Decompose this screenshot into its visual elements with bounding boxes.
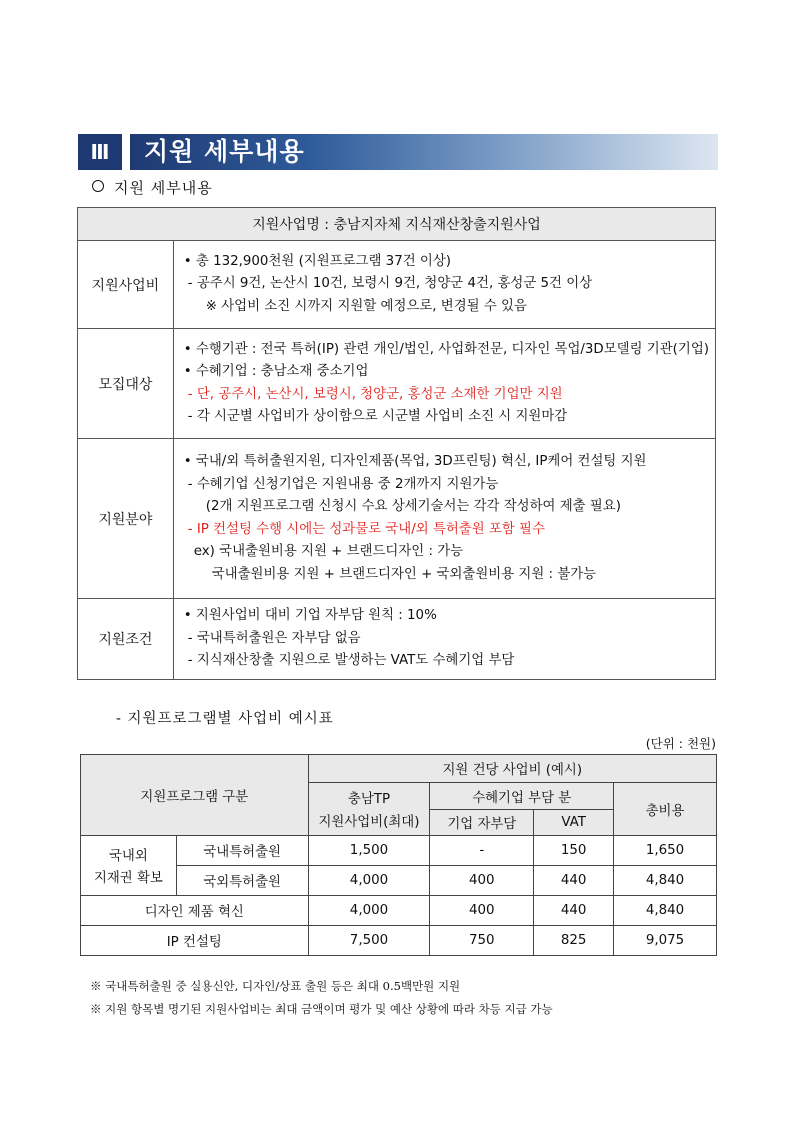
- table-row: [81, 896, 717, 926]
- body-line: - 지식재산창출 지원으로 발생하는 VAT도 수혜기업 부담: [187, 653, 515, 668]
- row-label-budget: 지원사업비: [78, 241, 174, 329]
- body-line: 국내출원비용 지원 + 브랜드디자인 + 국외출원비용 지원 : 불가능: [211, 566, 597, 582]
- body-line: • 수혜기업 : 충남소재 중소기업: [183, 364, 369, 379]
- subheading-text: 지원 세부내용: [114, 179, 213, 197]
- header-program: 지원프로그램 구분: [81, 755, 309, 836]
- row-label-condition: 지원조건: [78, 599, 174, 680]
- total-value: 4,840: [614, 896, 717, 926]
- section-number: Ⅲ: [78, 134, 122, 170]
- group-label-line2: 지재권 확보: [93, 871, 163, 886]
- header-tp-line1: 충남TP: [347, 792, 391, 807]
- tp-value: 1,500: [308, 836, 430, 866]
- header-self: 기업 자부담: [430, 810, 534, 836]
- program-name-header: 지원사업명 : 충남지자체 지식재산창출지원사업: [78, 208, 716, 241]
- unit-label: (단위 : 천원): [645, 736, 716, 751]
- body-line: - 수혜기업 신청기업은 지원내용 중 2개까지 지원가능: [187, 476, 499, 492]
- footnotes: [90, 975, 553, 1021]
- table-row: [78, 329, 716, 439]
- self-value: 400: [430, 866, 534, 896]
- body-line: • 국내/외 특허출원지원, 디자인제품(목업, 3D프린팅) 혁신, IP케어 컨설팅 지원: [183, 454, 647, 469]
- support-details-table: [77, 207, 716, 680]
- program-name: 디자인 제품 혁신: [81, 896, 309, 926]
- body-line-highlight: - IP 컨설팅 수행 시에는 성과물로 국내/외 특허출원 포함 필수: [187, 521, 545, 537]
- row-body-condition: [173, 599, 715, 680]
- self-value: 750: [430, 926, 534, 956]
- circle-bullet-icon: [92, 180, 104, 192]
- group-label-line1: 국내외: [109, 849, 148, 864]
- body-line: ex) 국내출원비용 지원 + 브랜드디자인 : 가능: [193, 544, 464, 559]
- group-label: [81, 836, 177, 896]
- body-line-highlight: - 단, 공주시, 논산시, 보령시, 청양군, 홍성군 소재한 기업만 지원: [187, 386, 563, 402]
- footnote: ※ 지원 항목별 명기된 지원사업비는 최대 금액이며 평가 및 예산 상황에 따라 차등 지급 가능: [90, 1002, 553, 1016]
- table-row: [81, 836, 717, 866]
- header-tp: [308, 783, 430, 836]
- table-row: [81, 866, 717, 896]
- tp-value: 4,000: [308, 866, 430, 896]
- program-name: 국내특허출원: [176, 836, 308, 866]
- row-body-budget: [173, 241, 715, 329]
- body-line: - 국내특허출원은 자부담 없음: [187, 630, 361, 646]
- table-row: [81, 926, 717, 956]
- tp-value: 7,500: [308, 926, 430, 956]
- vat-value: 825: [534, 926, 614, 956]
- example-table-title: - 지원프로그램별 사업비 예시표: [116, 711, 334, 727]
- self-value: 400: [430, 896, 534, 926]
- table-row: [78, 241, 716, 329]
- vat-value: 440: [534, 896, 614, 926]
- tp-value: 4,000: [308, 896, 430, 926]
- body-line: - 공주시 9건, 논산시 10건, 보령시 9건, 청양군 4건, 홍성군 5건 이상: [187, 276, 593, 292]
- table-row: [78, 439, 716, 599]
- footnote: ※ 국내특허출원 중 실용신안, 디자인/상표 출원 등은 최대 0.5백만원 지원: [90, 979, 461, 993]
- body-line: • 수행기관 : 전국 특허(IP) 관련 개인/법인, 사업화전문, 디자인 목업/3D모델링 기관(기업): [183, 341, 709, 357]
- subheading: [92, 177, 213, 198]
- header-tp-line2: 지원사업비(최대): [318, 815, 420, 830]
- vat-value: 440: [534, 866, 614, 896]
- total-value: 9,075: [614, 926, 717, 956]
- body-line: • 지원사업비 대비 기업 자부담 원칙 : 10%: [183, 608, 437, 623]
- body-line: (2개 지원프로그램 신청시 수요 상세기술서는 각각 작성하여 제출 필요): [205, 499, 621, 514]
- self-value: -: [430, 836, 534, 866]
- program-name: IP 컨설팅: [81, 926, 309, 956]
- row-label-field: 지원분야: [78, 439, 174, 599]
- row-body-field: [173, 439, 715, 599]
- total-value: 4,840: [614, 866, 717, 896]
- body-line: • 총 132,900천원 (지원프로그램 37건 이상): [183, 253, 451, 269]
- table-row: [78, 599, 716, 680]
- header-total: 총비용: [614, 783, 717, 836]
- body-line: ※ 사업비 소진 시까지 지원할 예정으로, 변경될 수 있음: [205, 298, 527, 314]
- vat-value: 150: [534, 836, 614, 866]
- header-cost-group: 지원 건당 사업비 (예시): [308, 755, 716, 783]
- header-vat: VAT: [534, 810, 614, 836]
- body-line: - 각 시군별 사업비가 상이함으로 시군별 사업비 소진 시 지원마감: [187, 409, 568, 424]
- total-value: 1,650: [614, 836, 717, 866]
- row-label-target: 모집대상: [78, 329, 174, 439]
- row-body-target: [173, 329, 715, 439]
- header-burden: 수혜기업 부담 분: [430, 783, 614, 810]
- program-name: 국외특허출원: [176, 866, 308, 896]
- section-header: [78, 134, 718, 170]
- section-title: 지원 세부내용: [144, 137, 305, 166]
- cost-example-table: [80, 754, 717, 956]
